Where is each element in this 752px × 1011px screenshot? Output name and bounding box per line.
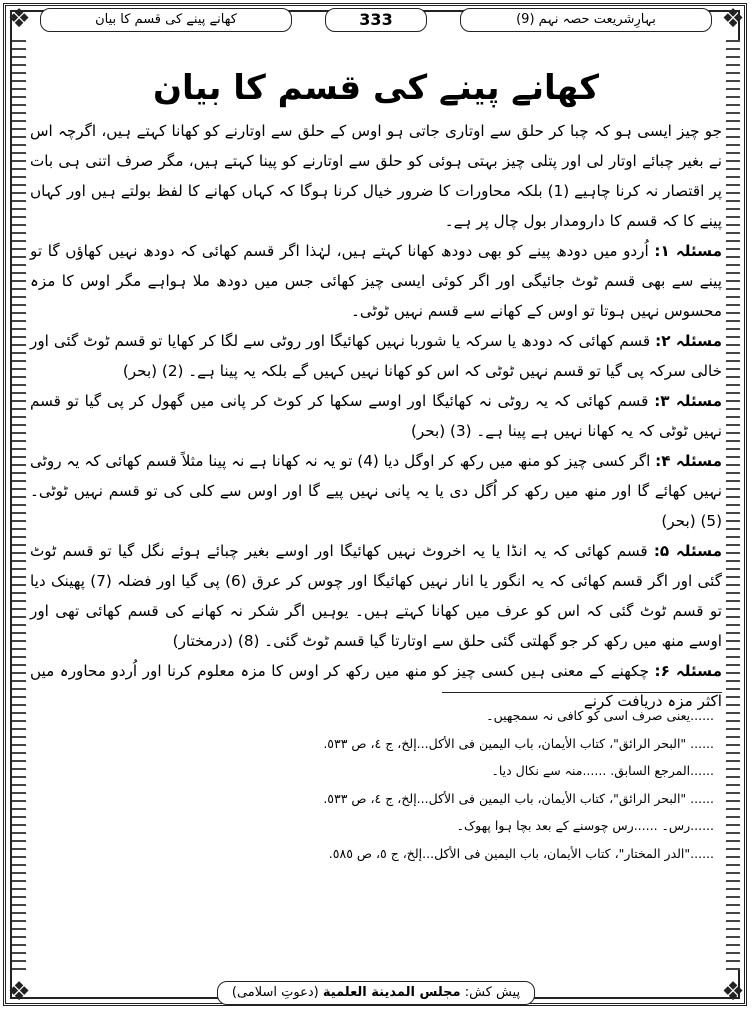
paragraph — [30, 116, 722, 236]
masala-label: مسئلہ ۶: — [654, 662, 723, 680]
masala-label: مسئلہ ۱: — [654, 242, 722, 260]
page-number: 333 — [325, 8, 427, 32]
paragraph-text: قسم کھائی کہ دودھ یا سرکہ یا شوربا نہیں کھائیگا اور روٹی سے لگا کر کھایا تو قسم ٹوٹ گئی اور خالی سرکہ پی گیا تو قسم نہیں ٹوٹی کہ اس کو کھانا نہیں کہیں گے بلکہ یہ پینا ہے۔ (2) (بحر) — [30, 332, 722, 380]
page-content — [30, 42, 722, 972]
footnote: ......المرجع السابق. ......منہ سے نکال دیا۔ — [491, 763, 714, 778]
paragraph — [30, 386, 722, 446]
book-title: بہارِشریعت حصہ نہم (9) — [460, 8, 712, 32]
page-header — [40, 6, 712, 34]
paragraph-text: قسم کھائی کہ یہ انڈا یا یہ اخروٹ نہیں کھائیگا اور اوسے بغیر چبائے ہوئے نگل گیا تو قسم ٹوٹ گئی اور اگر قسم کھائی کہ یہ انگور یا انار نہیں کھائیگا اور چوس کر عرق (6) پی گیا اور فضلہ (7) پھینک دیا تو قسم ٹوٹ گئی کہ اس کو عرف میں کھانا کہتے ہیں۔ یوہیں اگر شکر نہ کھانے کی قسم کھائی تھی اور اوسے منھ میں رکھ کر جو گھلتی گئی حلق سے اوتارتا گیا قسم ٹوٹ گئی۔ (8) (درمختار) — [30, 542, 722, 650]
corner-ornament-icon: ❖ — [721, 977, 745, 1007]
left-border-ornament — [12, 40, 26, 970]
footnote: ......رس۔ ......رس چوسنے کے بعد بچا ہوا پھوک۔ — [456, 818, 714, 833]
paragraph — [30, 536, 722, 656]
corner-ornament-icon: ❖ — [721, 4, 745, 34]
footer-suffix: (دعوتِ اسلامی) — [231, 985, 319, 1000]
masala-label: مسئلہ ۴: — [655, 452, 722, 470]
masala-label: مسئلہ ۳: — [654, 392, 723, 410]
page-title: کھانے پینے کی قسم کا بیان — [153, 68, 599, 108]
paragraph-text: جو چیز ایسی ہو کہ چبا کر حلق سے اوتاری جاتی ہو اوس کے حلق سے اوتارنے کو کھانا کہتے ہیں، اگرچہ اس نے بغیر چبائے اوتار لی اور پتلی چیز بہتی ہوئی کو حلق سے اوتارنے کو پینا کہتے ہیں، مگر صرف اتنی ہی بات پر اقتصار نہ کرنا چاہیے (1) بلکہ محاورات کا ضرور خیال کرنا ہوگا کہ کہاں کھانے کا لفظ بولتے ہیں اور کہاں پینے کا کہ قسم کا دارومدار بول چال پر ہے۔ — [30, 122, 722, 230]
corner-ornament-icon: ❖ — [7, 4, 31, 34]
footer-prefix: پیش کش: — [464, 985, 521, 1000]
footnote: ......یعنی صرف اسی کو کافی نہ سمجھیں۔ — [486, 708, 714, 723]
chapter-title: کھانے پینے کی قسم کا بیان — [40, 8, 292, 32]
masala-label: مسئلہ ۵: — [653, 542, 722, 560]
paragraph-text: چکھنے کے معنی ہیں کسی چیز کو منھ میں رکھ کر اوس کا مزہ معلوم کرنا اور اُردو محاورہ میں اکثر مزہ دریافت کرنے — [30, 662, 722, 710]
page-footer — [0, 981, 752, 1005]
paragraph-text: اُردو میں دودھ پینے کو بھی دودھ کھانا کہتے ہیں، لہٰذا اگر قسم کھائی کہ دودھ نہیں کھاؤں گا تو پینے سے بھی قسم ٹوٹ جائیگی اور اگر کوئی ایسی چیز کھائی جس میں دودھ ملا ہواہے مگر اوس کا مزہ محسوس نہیں ہوتا تو اوس کے کھانے سے قسم نہیں ٹوٹی۔ — [30, 242, 722, 320]
footnote-divider — [442, 692, 722, 693]
publisher-name: مجلس المدينة العلمية — [322, 985, 461, 1000]
corner-ornament-icon: ❖ — [7, 977, 31, 1007]
footnote: ......"الدر المختار"، كتاب الأيمان، باب اليمين فى الأكل...إلخ، ج ٥، ص ٥٨٥. — [328, 845, 714, 861]
paragraph — [30, 446, 722, 536]
masala-label: مسئلہ ۲: — [655, 332, 723, 350]
footnotes — [30, 702, 722, 867]
footnote: ...... "البحر الرائق"، كتاب الأيمان، باب اليمين فى الأكل...إلخ، ج ٤، ص ٥٣٣. — [323, 735, 714, 751]
paragraph-text: اگر کسی چیز کو منھ میں رکھ کر اوگل دیا (4) تو یہ نہ کھانا ہے نہ پینا مثلاً قسم کھائی کہ یہ روٹی نہیں کھائے گا اور منھ میں رکھ کر اُگل دی یا یہ پانی نہیں پیے گا اور اوس سے کلی کی تو قسم نہیں ٹوٹی۔ (5) (بحر) — [30, 452, 722, 530]
right-border-ornament — [726, 40, 740, 970]
paragraph — [30, 236, 722, 326]
publisher-box — [217, 981, 535, 1005]
paragraph — [30, 326, 722, 386]
paragraph-text: قسم کھائی کہ یہ روٹی نہ کھائیگا اور اوسے سکھا کر کوٹ کر پانی میں گھول کر پی گیا تو قسم نہیں ٹوٹی کہ یہ کھانا نہیں ہے پینا ہے۔ (3) (بحر) — [30, 392, 722, 440]
footnote: ...... "البحر الرائق"، كتاب الأيمان، باب اليمين فى الأكل...إلخ، ج ٤، ص ٥٣٣. — [323, 790, 714, 806]
